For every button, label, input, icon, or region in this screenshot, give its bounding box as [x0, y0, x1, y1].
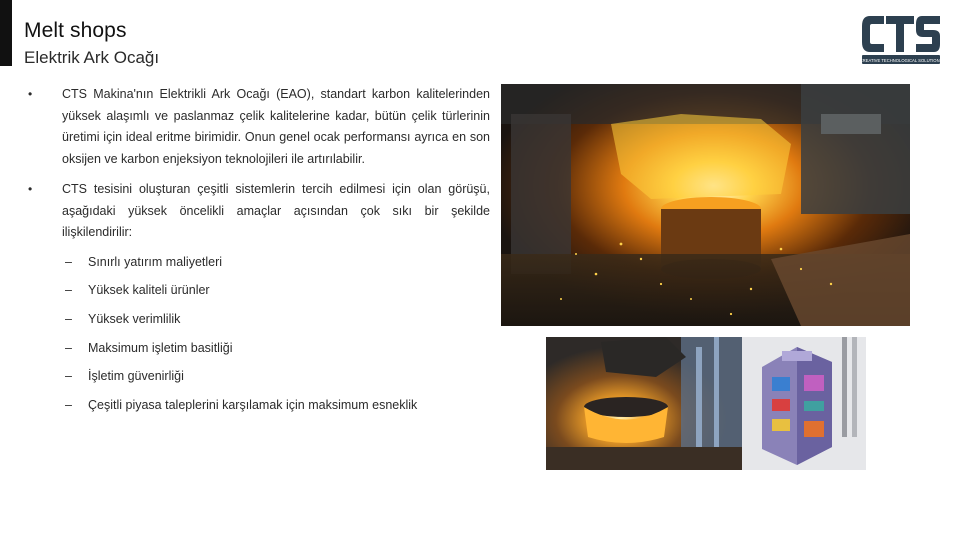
dash-marker: – [65, 397, 72, 412]
dash-marker: – [65, 340, 72, 355]
svg-text:CREATIVE TECHNOLOGICAL SOLUTIO: CREATIVE TECHNOLOGICAL SOLUTIONS [860, 58, 942, 63]
bullet-marker: • [28, 182, 33, 196]
list-item [65, 338, 490, 367]
bullet-text: CTS tesisini oluşturan çeşitli sistemlerin tercih edilmesi için olan görüşü, aşağıdaki yüksek öncelikli amaçlar açısından çok sıkı bir şekilde ilişkilendirilir: [62, 182, 490, 239]
dash-marker: – [65, 254, 72, 269]
slide-content [28, 84, 490, 424]
list-item-text: Çeşitli piyasa taleplerini karşılamak için maksimum esneklik [88, 397, 418, 412]
slide-title: Melt shops [24, 19, 127, 42]
list-item-text: Sınırlı yatırım maliyetleri [88, 254, 223, 269]
list-item-text: Yüksek kaliteli ürünler [88, 283, 210, 298]
slide-subtitle: Elektrik Ark Ocağı [24, 48, 160, 67]
list-item [65, 280, 490, 309]
bullet-marker: • [28, 87, 33, 101]
list-item-text: İşletim güvenirliği [88, 369, 184, 384]
cad-drawing [742, 337, 866, 470]
cts-logo [860, 12, 942, 68]
list-item-text: Yüksek verimlilik [88, 311, 181, 326]
list-item [65, 395, 490, 424]
title-accent-bar [0, 0, 12, 66]
furnace-photo [501, 84, 910, 326]
dash-marker: – [65, 283, 72, 298]
dash-marker: – [65, 369, 72, 384]
objectives-list [28, 252, 490, 424]
list-item-text: Maksimum işletim basitliği [88, 340, 233, 355]
list-item [65, 309, 490, 338]
bullet-item [28, 179, 490, 244]
ladle-photo [546, 337, 742, 470]
dash-marker: – [65, 311, 72, 326]
list-item [65, 366, 490, 395]
list-item [65, 252, 490, 281]
bullet-text: CTS Makina'nın Elektrikli Ark Ocağı (EAO), standart karbon kalitelerinden yüksek alaşımlı ve paslanmaz çelik kalitelerine kadar, bütün çelik türlerinin üretimi için ideal eritme birimidir. Onun genel ocak performansı ayrıca en son oksijen ve karbon enjeksiyon teknolojileri ile artırılabilir. [62, 87, 490, 166]
bullet-item [28, 84, 490, 170]
